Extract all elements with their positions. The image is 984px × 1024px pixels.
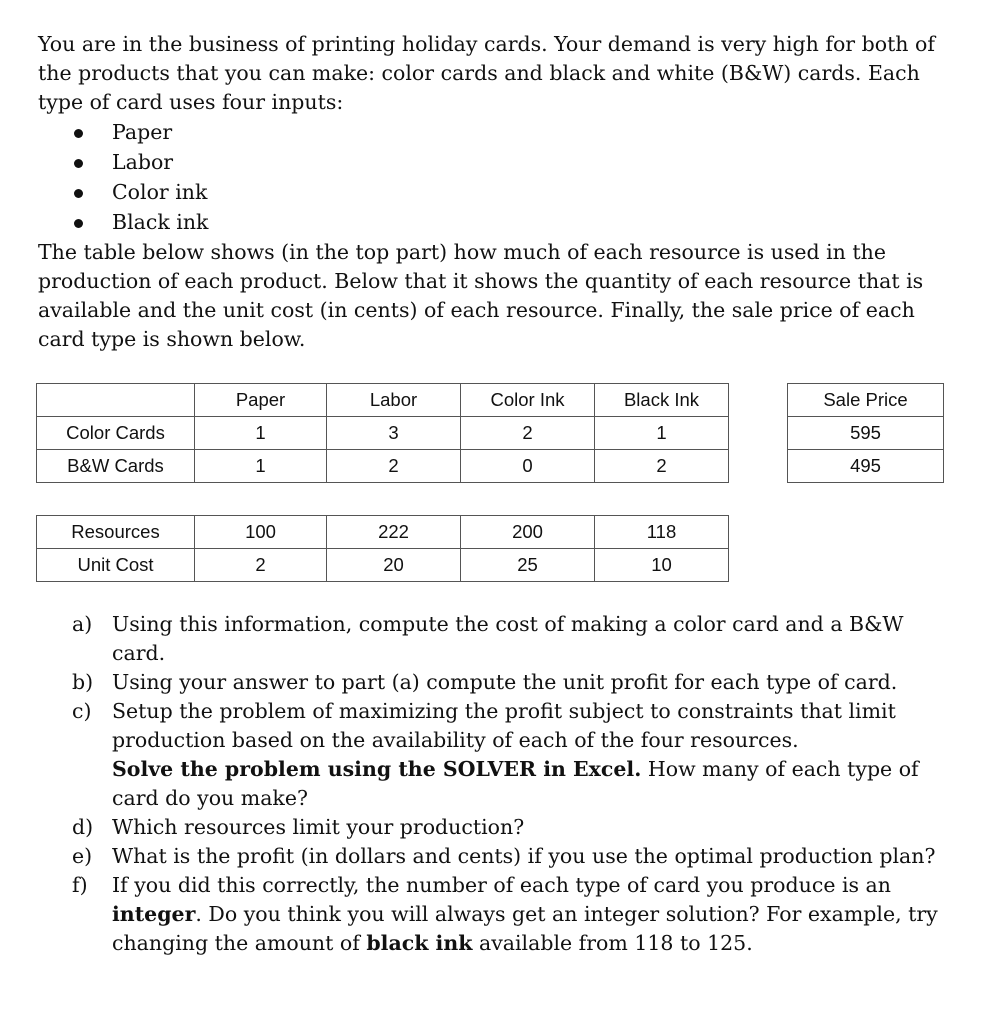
question-label: b)	[72, 670, 94, 694]
question-label: f)	[72, 873, 88, 897]
table-cell: B&W Cards	[37, 450, 195, 483]
table-cell: Paper	[195, 384, 327, 417]
table-cell: 20	[327, 549, 461, 582]
table-row	[37, 417, 729, 450]
table-cell: 25	[461, 549, 595, 582]
table-cell: 0	[461, 450, 595, 483]
table-row	[37, 384, 729, 417]
table-cell: 200	[461, 516, 595, 549]
question-text: Setup the problem of maximizing the profit subject to constraints that limit production based on the availability of each of the four resources.	[112, 699, 896, 752]
table-cell: 222	[327, 516, 461, 549]
table-cell: Resources	[37, 516, 195, 549]
question-text: How many of each type of card do you make?	[112, 757, 919, 810]
table-row	[37, 549, 729, 582]
table-row	[788, 417, 944, 450]
question-f	[72, 871, 942, 958]
sale-price-table	[787, 383, 944, 483]
table-cell: 2	[195, 549, 327, 582]
table-cell: 2	[327, 450, 461, 483]
question-e	[72, 842, 942, 871]
table-cell: Sale Price	[788, 384, 944, 417]
table-cell: 495	[788, 450, 944, 483]
input-list	[70, 118, 208, 238]
question-text: Using your answer to part (a) compute the unit profit for each type of card.	[112, 670, 898, 694]
table-cell: Color Cards	[37, 417, 195, 450]
resource-table	[36, 515, 729, 582]
question-c	[72, 697, 942, 813]
table-row	[788, 450, 944, 483]
question-bold-text: Solve the problem using the SOLVER in Excel.	[112, 757, 642, 781]
table-cell: 10	[595, 549, 729, 582]
question-text: What is the profit (in dollars and cents) if you use the optimal production plan?	[112, 844, 936, 868]
table-cell: 595	[788, 417, 944, 450]
question-bold-text: black ink	[366, 931, 473, 955]
question-label: e)	[72, 844, 93, 868]
question-label: d)	[72, 815, 94, 839]
question-bold-text: integer	[112, 902, 196, 926]
table-cell: Black Ink	[595, 384, 729, 417]
table-cell: 1	[195, 417, 327, 450]
table-cell: 2	[461, 417, 595, 450]
intro-paragraph: You are in the business of printing holiday cards. Your demand is very high for both of the products that you can make: color cards and black and white (B&W) cards. Each type of card uses four inputs:	[38, 32, 935, 114]
list-item: Black ink	[70, 208, 208, 238]
table-row	[37, 516, 729, 549]
question-d	[72, 813, 942, 842]
table-cell: Unit Cost	[37, 549, 195, 582]
usage-table	[36, 383, 729, 483]
table-cell: Color Ink	[461, 384, 595, 417]
question-text: Which resources limit your production?	[112, 815, 525, 839]
question-b	[72, 668, 942, 697]
question-label: c)	[72, 699, 92, 723]
list-item: Labor	[70, 148, 208, 178]
table-description: The table below shows (in the top part) how much of each resource is used in the production of each product. Below that it shows the quantity of each resource that is available and the unit cost (in cents) of each resource. Finally, the sale price of each card type is shown below.	[38, 240, 924, 351]
table-cell: 1	[195, 450, 327, 483]
table-cell: 100	[195, 516, 327, 549]
question-text: . Do you think you will always get an integer solution? For example, try changing the amount of	[112, 902, 938, 955]
table-cell: 1	[595, 417, 729, 450]
table-row	[37, 450, 729, 483]
table-cell: 2	[595, 450, 729, 483]
list-item: Paper	[70, 118, 208, 148]
question-list	[72, 610, 942, 958]
table-row	[788, 384, 944, 417]
table-cell: 3	[327, 417, 461, 450]
question-label: a)	[72, 612, 93, 636]
question-a	[72, 610, 942, 668]
question-text: Using this information, compute the cost of making a color card and a B&W card.	[112, 612, 904, 665]
table-cell: 118	[595, 516, 729, 549]
question-text: If you did this correctly, the number of each type of card you produce is an	[112, 873, 891, 897]
list-item: Color ink	[70, 178, 208, 208]
question-text: available from 118 to 125.	[472, 931, 753, 955]
table-cell: Labor	[327, 384, 461, 417]
table-cell	[37, 384, 195, 417]
